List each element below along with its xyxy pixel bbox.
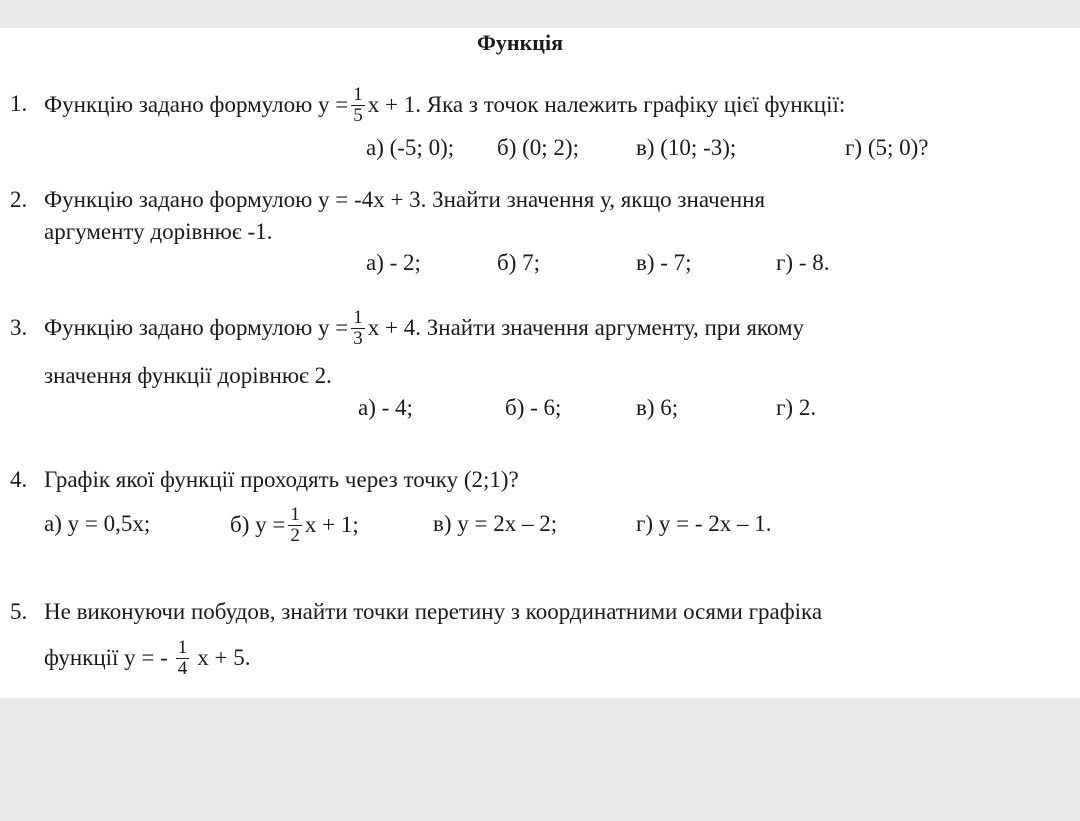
answer-option-b: б) - 6;: [505, 395, 562, 420]
answer-option-a: а) (-5; 0);: [366, 135, 455, 160]
question-text-rest: x + 1. Яка з точок належить графіку цієї функції:: [367, 92, 846, 117]
answer-option-c: в) 6;: [636, 395, 679, 420]
answer-option-c: в) (10; -3);: [636, 135, 737, 160]
question-text: Графік якої функції проходять через точку (2;1)?: [44, 467, 519, 492]
question-number: 5.: [10, 599, 28, 624]
fraction-denominator: 3: [353, 327, 363, 349]
formula-prefix: Функцію задано формулою y =: [44, 92, 349, 117]
answer-option-c: в) - 7;: [636, 250, 692, 275]
document-title: Функція: [477, 30, 563, 55]
question-number: 4.: [10, 467, 28, 492]
fraction: [288, 505, 302, 546]
answer-option-b: [230, 495, 359, 555]
fraction: [176, 638, 190, 679]
answer-option-b: б) 7;: [497, 250, 541, 275]
question-number: 3.: [10, 315, 28, 340]
answer-option-a: а) y = 0,5x;: [44, 511, 151, 536]
formula-prefix: Функцію задано формулою y =: [44, 315, 349, 340]
question-text-rest: x + 4. Знайти значення аргументу, при якому: [367, 315, 805, 340]
fraction-numerator: 1: [290, 503, 300, 525]
answer-option-d: г) (5; 0)?: [845, 135, 929, 160]
answer-option-d: г) - 8.: [776, 250, 830, 275]
fraction-numerator: 1: [177, 636, 188, 658]
answer-option-d: г) y = - 2x – 1.: [636, 511, 772, 536]
fraction-denominator: 4: [177, 657, 188, 679]
question-text: Не виконуючи побудов, знайти точки перетину з координатними осями графіка: [44, 599, 823, 624]
fraction-denominator: 5: [353, 104, 363, 126]
answer-option-b: б) (0; 2);: [497, 135, 579, 160]
answer-option-c: в) y = 2x – 2;: [433, 511, 558, 536]
question-number: 1.: [10, 91, 28, 116]
document-sheet: [0, 28, 1080, 698]
fraction-denominator: 2: [290, 524, 300, 546]
question-text: [44, 75, 845, 135]
question-formula: [44, 628, 251, 688]
answer-option-a: а) - 2;: [366, 250, 421, 275]
question-text-line2: значення функції дорівнює 2.: [44, 363, 332, 388]
formula-rest: x + 1;: [304, 512, 359, 537]
formula-prefix: функції y = -: [44, 645, 168, 670]
formula-prefix: б) y =: [230, 512, 286, 537]
question-text: [44, 298, 804, 358]
question-number: 2.: [10, 187, 28, 212]
fraction-numerator: 1: [353, 306, 363, 328]
question-text: Функцію задано формулою y = -4x + 3. Знайти значення у, якщо значення: [44, 187, 766, 212]
fraction: [351, 308, 365, 349]
fraction-numerator: 1: [353, 83, 363, 105]
question-text-line2: аргументу дорівнює -1.: [44, 219, 273, 244]
formula-rest: x + 5.: [197, 645, 251, 670]
answer-option-d: г) 2.: [776, 395, 817, 420]
answer-option-a: а) - 4;: [358, 395, 413, 420]
fraction: [351, 85, 365, 126]
